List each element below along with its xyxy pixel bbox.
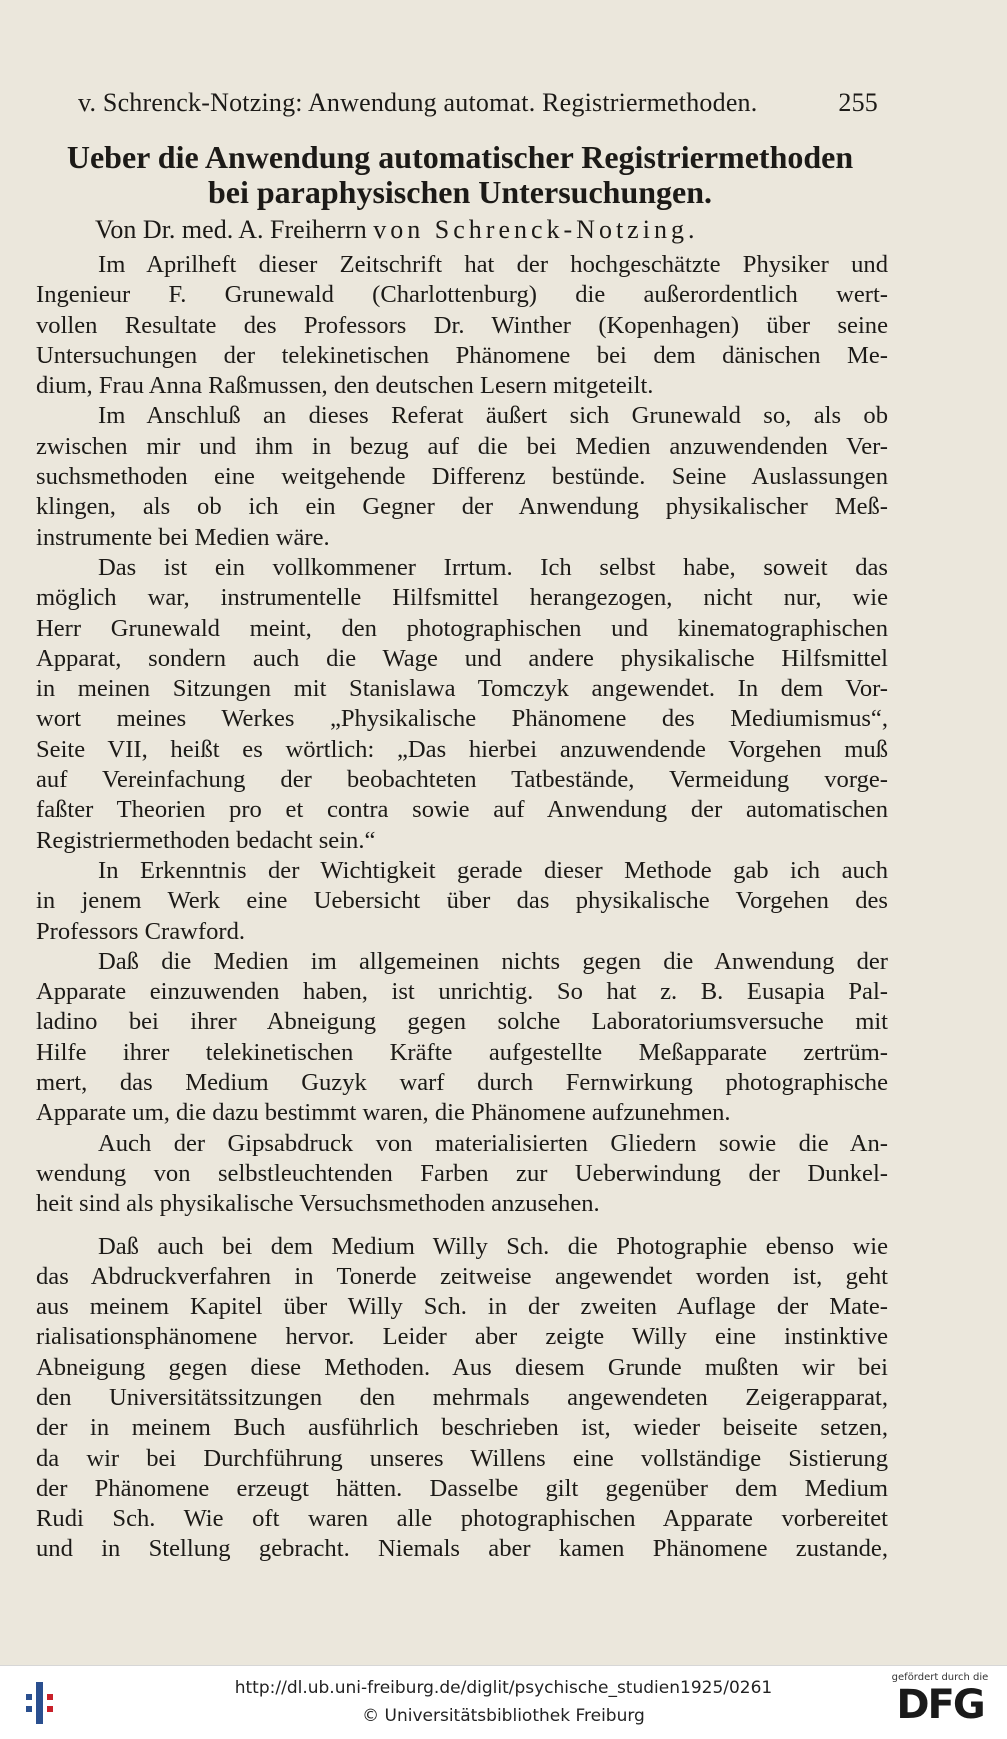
text-line: faßter Theorien pro et contra sowie auf Anwendung der automatischen (36, 796, 888, 824)
text-line: klingen, als ob ich ein Gegner der Anwendung physikalischer Meß- (36, 493, 888, 521)
paragraph (36, 947, 888, 1129)
text-line: rialisationsphänomene hervor. Leider aber zeigte Willy eine instinktive (36, 1323, 888, 1351)
dfg-caption: gefördert durch die (891, 1672, 989, 1683)
paragraph (36, 553, 888, 856)
paragraph-gap (36, 1220, 888, 1232)
text-line: Apparate einzuwenden haben, ist unrichtig. So hat z. B. Eusapia Pal- (36, 978, 888, 1006)
text-line: suchsmethoden eine weitgehende Differenz bestünde. Seine Auslassungen (36, 463, 888, 491)
source-url-link[interactable]: http://dl.ub.uni-freiburg.de/diglit/psychische_studien1925/0261 (234, 1678, 773, 1698)
paragraph (36, 856, 888, 947)
text-line: möglich war, instrumentelle Hilfsmittel herangezogen, nicht nur, wie (36, 584, 888, 612)
text-line: der in meinem Buch ausführlich beschrieben ist, wieder beiseite setzen, (36, 1414, 888, 1442)
text-line: Apparat, sondern auch die Wage und andere physikalische Hilfsmittel (36, 644, 888, 672)
text-line: Daß auch bei dem Medium Willy Sch. die Photographie ebenso wie (98, 1232, 888, 1260)
text-line: heit sind als physikalische Versuchsmethoden anzusehen. (36, 1190, 600, 1218)
text-line: Abneigung gegen diese Methoden. Aus diesem Grunde mußten wir bei (36, 1353, 888, 1381)
paragraph (36, 250, 888, 401)
text-line: Registriermethoden bedacht sein.“ (36, 826, 376, 854)
text-line: Professors Crawford. (36, 917, 246, 945)
text-line: in jenem Werk eine Uebersicht über das physikalische Vorgehen des (36, 887, 888, 915)
article-body (36, 250, 888, 1565)
text-line: instrumente bei Medien wäre. (36, 523, 330, 551)
text-line: Im Anschluß an dieses Referat äußert sich Grunewald so, als ob (98, 402, 888, 430)
text-line: wort meines Werkes „Physikalische Phänomene des Mediumismus“, (36, 705, 888, 733)
text-line: Rudi Sch. Wie oft waren alle photographischen Apparate vorbereitet (36, 1505, 888, 1533)
text-line: da wir bei Durchführung unseres Willens eine vollständige Sistierung (36, 1444, 888, 1472)
copyright-notice: © Universitätsbibliothek Freiburg (362, 1706, 645, 1726)
text-line: Im Aprilheft dieser Zeitschrift hat der hochgeschätzte Physiker und (98, 251, 888, 278)
running-head (78, 88, 878, 118)
text-line: das Abdruckverfahren in Tonerde zeitweise angewendet worden ist, geht (36, 1262, 888, 1290)
running-head-title: v. Schrenck-Notzing: Anwendung automat. Registriermethoden. (78, 88, 758, 117)
text-line: den Universitätssitzungen den mehrmals angewendeten Zeigerapparat, (36, 1383, 888, 1411)
text-line: vollen Resultate des Professors Dr. Winther (Kopenhagen) über seine (36, 311, 888, 339)
text-line: Das ist ein vollkommener Irrtum. Ich selbst habe, soweit das (98, 553, 888, 581)
paragraph (36, 401, 888, 552)
text-line: in meinen Sitzungen mit Stanislawa Tomczyk angewendet. In dem Vor- (36, 675, 888, 703)
text-line: wendung von selbstleuchtenden Farben zur Ueberwindung der Dunkel- (36, 1159, 888, 1187)
text-line: ladino bei ihrer Abneigung gegen solche Laboratoriumsversuche mit (36, 1008, 888, 1036)
author-name: von Schrenck-Notzing. (373, 215, 699, 244)
text-line: dium, Frau Anna Raßmussen, den deutschen Lesern mitgeteilt. (36, 372, 654, 400)
article-title-line-2: bei paraphysischen Untersuchungen. (207, 174, 713, 210)
footer-bar (0, 1665, 1007, 1739)
author-line (95, 215, 895, 245)
paragraph (36, 1129, 888, 1220)
text-line: Hilfe ihrer telekinetischen Kräfte aufgestellte Meßapparate zertrüm- (36, 1038, 888, 1066)
dfg-logo: DFG (896, 1682, 984, 1728)
text-line: der Phänomene erzeugt hätten. Dasselbe gilt gegenüber dem Medium (36, 1474, 888, 1502)
text-line: Auch der Gipsabdruck von materialisierten Gliedern sowie die An- (98, 1129, 888, 1157)
author-prefix: Von Dr. med. A. Freiherrn (95, 215, 367, 244)
text-line: aus meinem Kapitel über Willy Sch. in der zweiten Auflage der Mate- (36, 1293, 888, 1321)
text-line: Seite VII, heißt es wörtlich: „Das hierbei anzuwendende Vorgehen muß (36, 735, 888, 763)
dfg-badge (880, 1672, 1000, 1736)
page-number: 255 (838, 88, 878, 117)
text-line: auf Vereinfachung der beobachteten Tatbestände, Vermeidung vorge- (36, 766, 888, 794)
text-line: zwischen mir und ihm in bezug auf die bei Medien anzuwendenden Ver- (36, 432, 888, 460)
article-title (30, 140, 890, 210)
text-line: und in Stellung gebracht. Niemals aber kamen Phänomene zustande, (36, 1535, 888, 1563)
text-line: mert, das Medium Guzyk warf durch Fernwirkung photographische (36, 1069, 888, 1097)
text-line: Ingenieur F. Grunewald (Charlottenburg) die außerordentlich wert- (36, 281, 888, 309)
text-line: Apparate um, die dazu bestimmt waren, die Phänomene aufzunehmen. (36, 1099, 731, 1127)
text-line: Untersuchungen der telekinetischen Phänomene bei dem dänischen Me- (36, 341, 888, 369)
paragraph (36, 1232, 888, 1565)
text-line: Herr Grunewald meint, den photographischen und kinematographischen (36, 614, 888, 642)
text-line: Daß die Medien im allgemeinen nichts gegen die Anwendung der (98, 947, 888, 975)
text-line: In Erkenntnis der Wichtigkeit gerade dieser Methode gab ich auch (98, 856, 888, 884)
article-title-line-1: Ueber die Anwendung automatischer Registriermethoden (66, 139, 854, 175)
